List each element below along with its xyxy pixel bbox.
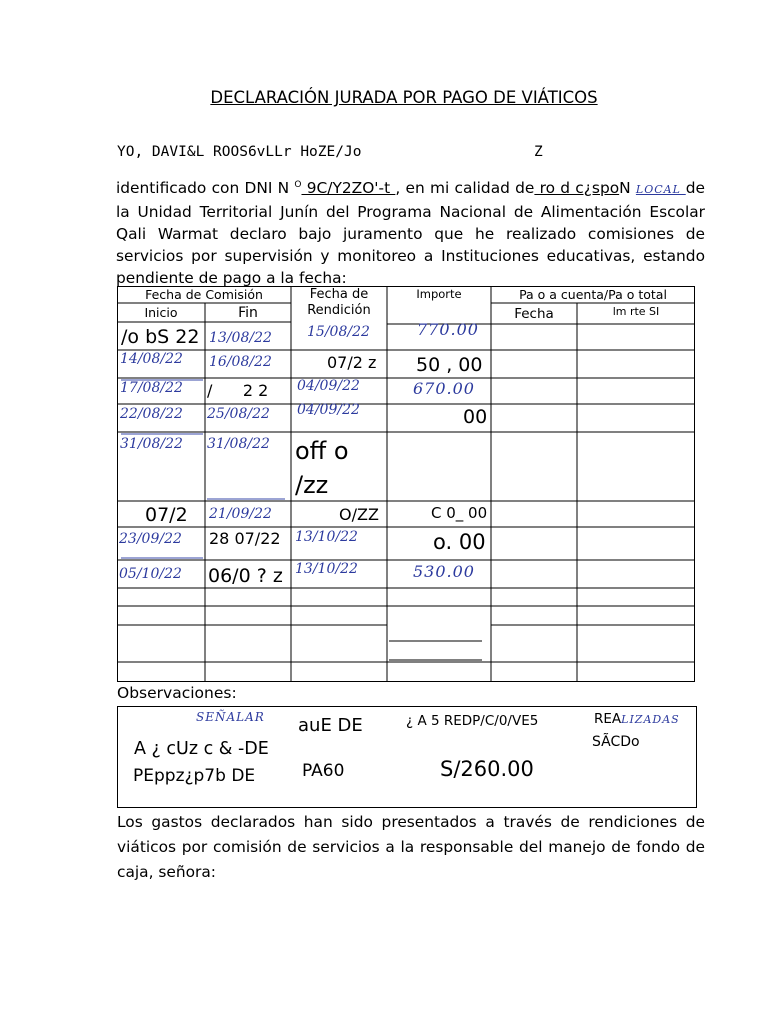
- document-title: DECLARACIÓN JURADA POR PAGO DE VIÁTICOS: [210, 88, 598, 107]
- obs-sacdo: SÃCDo: [592, 734, 640, 750]
- row4-fin: 25/08/22: [207, 406, 270, 422]
- para-text-2: , en mi calidad de: [395, 179, 535, 198]
- row7-importe: o. 00: [433, 530, 486, 554]
- row3-fin: / 2 2: [207, 381, 269, 400]
- row8-rendicion: 13/10/22: [295, 561, 358, 577]
- para-text-4: de la Unidad Territorial Junín del Programa Nacional de Alimentación Escolar Qali Warmat declaro bajo juramento que he realizado comisiones de servicios por supervisión y monitoreo a Instituciones educativas, estando pendiente de pago a la fecha:: [116, 179, 705, 288]
- obs-rea-text: REA: [594, 711, 622, 727]
- obs-peppz: PEppz¿p7b DE: [133, 766, 256, 786]
- obs-a-cuz: A ¿ cUz c & -DE: [134, 739, 269, 759]
- declarant-name-text: YO, DAVI&L ROOS6vLLr HoZE/Jo: [117, 144, 362, 160]
- row2-inicio: 14/08/22: [120, 351, 183, 367]
- para-text-1: identificado con DNI N: [116, 179, 295, 198]
- row8-fin: 06/0 ? z: [208, 565, 283, 587]
- header-fecha-comision: Fecha de Comisión: [145, 287, 263, 302]
- row5-fin: 31/08/22: [207, 436, 270, 452]
- observaciones-label: Observaciones:: [117, 684, 237, 702]
- header-importe-si: lm rte SI: [612, 305, 660, 318]
- row8-importe: 530.00: [413, 562, 475, 581]
- row8-inicio: 05/10/22: [119, 566, 182, 582]
- dni-degree: O: [294, 180, 302, 190]
- viaticos-table: [117, 286, 695, 682]
- row3-rendicion: 04/09/22: [297, 378, 360, 394]
- header-fecha: Fecha: [514, 306, 554, 322]
- row4-inicio: 22/08/22: [120, 406, 183, 422]
- obs-rea: [594, 711, 680, 727]
- header-inicio: Inicio: [144, 305, 178, 320]
- row2-fin: 16/08/22: [209, 354, 272, 370]
- row1-fin: 13/08/22: [209, 330, 272, 346]
- row7-inicio: 23/09/22: [119, 531, 182, 547]
- location-value: LOCAL: [635, 183, 686, 197]
- header-fecha-rendicion: Fecha de Rendición: [307, 287, 371, 318]
- row6-inicio: 07/2: [145, 504, 188, 526]
- observaciones-box: [117, 706, 697, 808]
- obs-aue: auE DE: [298, 715, 363, 736]
- header-fin: Fin: [238, 305, 258, 321]
- row5-inicio: 31/08/22: [120, 436, 183, 452]
- row7-fin: 28 07/22: [209, 529, 281, 548]
- obs-pa60: PA60: [302, 761, 345, 781]
- para-text-3: N: [619, 179, 631, 198]
- row6-rendicion: O/ZZ: [339, 505, 379, 524]
- obs-total: S/260.00: [440, 757, 534, 781]
- row4-rendicion: 04/09/22: [297, 402, 360, 418]
- obs-senalar: SEÑALAR: [196, 710, 265, 724]
- header-pago: Pa o a cuenta/Pa o total: [519, 287, 667, 302]
- declarant-name-suffix: Z: [534, 144, 543, 160]
- row3-importe: 670.00: [413, 379, 475, 398]
- table-grid: [117, 286, 695, 682]
- row1-importe: 770.00: [417, 320, 479, 339]
- row5-rendicion: off o /zz: [295, 437, 349, 499]
- obs-lizadas: LIZADAS: [621, 713, 680, 726]
- row1-rendicion: 15/08/22: [307, 324, 370, 340]
- row2-importe: 50 , 00: [416, 354, 483, 376]
- obs-a5: ¿ A 5 REDP/C/0/VE5: [406, 713, 539, 729]
- row2-rendicion: 07/2 z: [327, 353, 377, 372]
- declarant-name: [117, 144, 543, 160]
- role-value: ro d c¿spo: [534, 179, 620, 198]
- row7-rendicion: 13/10/22: [295, 529, 358, 545]
- declaration-paragraph: [116, 174, 705, 289]
- row6-importe: C 0_ 00: [431, 504, 488, 522]
- header-importe: Importe: [416, 287, 462, 301]
- footer-paragraph: Los gastos declarados han sido presentados a través de rendiciones de viáticos por comisión de servicios a la responsable del manejo de fondo de caja, señora:: [117, 813, 705, 881]
- row4-importe: 00: [463, 406, 488, 428]
- row3-inicio: 17/08/22: [120, 380, 183, 396]
- dni-value: 9C/Y2ZO'-t: [301, 179, 396, 198]
- row6-fin: 21/09/22: [209, 506, 272, 522]
- row1-inicio: /o bS 22: [121, 326, 200, 348]
